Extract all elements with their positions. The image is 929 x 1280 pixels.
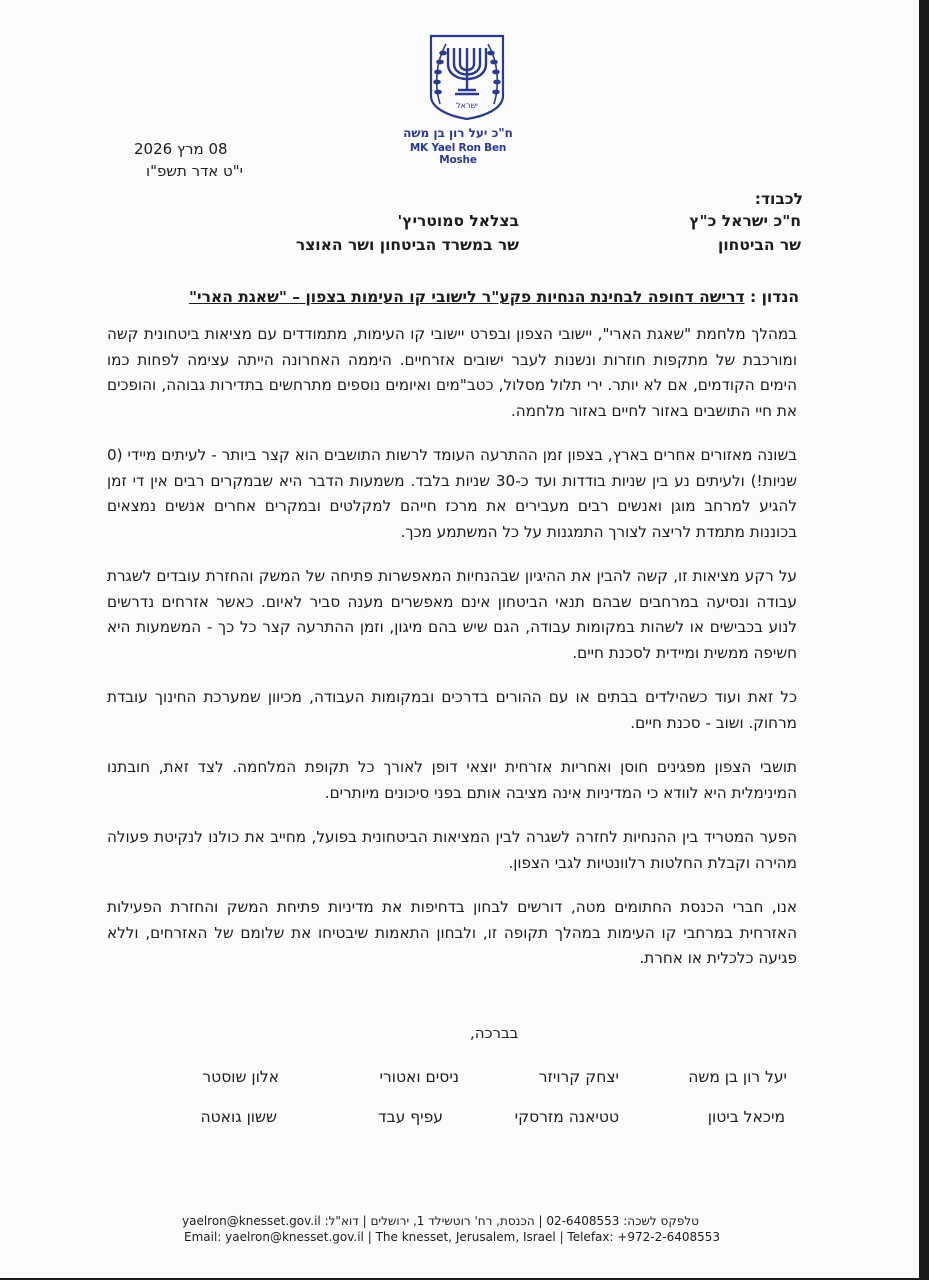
signatory-name: טטיאנה מזרסקי xyxy=(514,1108,619,1126)
body-paragraph: במהלך מלחמת "שאגת הארי", יישובי הצפון ובפרט יישובי קו העימות, מתמודדים עם מציאות ביטחונית קשה ומורכבת של מתקפות חוזרות ונשנות לעבר ישובים אזרחיים. היממה האחרונה הייתה עצימה לפחות כמו הימים הקודמים, אם לא יותר. ירי תלול מסלול, כטב"מים ואיומים נוספים מתרחשים בתדירות גבוהה, והופכים את חיי התושבים באזור לחיים באזור מלחמה. xyxy=(107,325,797,420)
recipient-2-name: בצלאל סמוטריץ' xyxy=(397,212,519,230)
subject-text: דרישה דחופה לבחינת הנחיות פקע"ר לישובי קו העימות בצפון – "שאגת הארי" xyxy=(188,288,745,306)
subject-prefix: הנדון : xyxy=(749,288,799,306)
body-paragraph: כל זאת ועוד כשהילדים בבתים או עם ההורים בדרכים ובמקומות העבודה, מכיוון שמערכת החינוך עובדת מרחוק. ושוב - סכנת חיים. xyxy=(107,688,797,732)
date-gregorian: 08 מרץ 2026 xyxy=(134,140,228,158)
signatory-name: ששון גואטה xyxy=(200,1108,277,1126)
signatory-name: ניסים ואטורי xyxy=(379,1068,459,1086)
body-paragraph: אנו, חברי הכנסת החתומים מטה, דורשים לבחון בדחיפות את מדיניות פתיחת המשק והחזרת הפעילות האזרחית במרחבי קו העימות במהלך תקופה זו, ולבחון התאמות שיבטיחו את שלומם של האזרחים, וללא פגיעה כלכלית או אחרת. xyxy=(107,898,797,967)
recipient-2-title: שר במשרד הביטחון ושר האוצר xyxy=(295,236,519,254)
recipient-1-name: ח"כ ישראל כ"ץ xyxy=(689,212,801,230)
signatory-name: עפיף עבד xyxy=(378,1108,443,1126)
recipient-1-title: שר הביטחון xyxy=(718,236,801,254)
signatory-name: יצחק קרויזר xyxy=(538,1068,619,1086)
mk-name-hebrew: ח"כ יעל רון בן משה xyxy=(403,126,513,140)
body-paragraph: תושבי הצפון מפגינים חוסן ואחריות אזרחית יוצאי דופן לאורך כל תקופת המלחמה. לצד זאת, חובתנו המינימלית היא לוודא כי המדיניות אינה מציבה אותם בפני סיכונים מיותרים. xyxy=(107,758,797,802)
signatory-name: יעל רון בן משה xyxy=(688,1068,787,1086)
subject-line xyxy=(189,288,799,306)
body-paragraph: על רקע מציאות זו, קשה להבין את ההיגיון שבהנחיות המאפשרות פתיחה של המשק והחזרת עובדים לשגרת עבודה ונסיעה במרחבים שבהם תנאי הביטחון אינם מאפשרים מענה סביר לאיום. כאשר אזרחים נדרשים לנוע בכבישים או לשהות במקומות עבודה, הגם שיש בהם מיגון, וזמן ההתרעה קצר כל כך - המשמעות היא חשיפה ממשית ומיידית לסכנת חיים. xyxy=(107,567,797,662)
body-paragraph: בשונה מאזורים אחרים בארץ, בצפון זמן ההתרעה העומד לרשות התושבים הוא קצר ביותר - לעיתים מיידי (0 שניות!) ולעיתים נע בין שניות בודדות ועד כ-30 שניות בלבד. משמעות הדבר היא שבמקרים רבים אין די זמן להגיע למרחב מוגן ואנשים רבים מעבירים את מרכז חייהם למקלטים ובמקרים אחרים אנשים נמצאים בכוננות מתמדת לריצה לצורך התמגנות על כל המשתמע מכך. xyxy=(107,446,797,541)
body-paragraph: הפער המטריד בין ההנחיות לחזרה לשגרה לבין המציאות הביטחונית בפועל, מחייב את כולנו לנקיטת פעולה מהירה וקבלת החלטות רלוונטיות לגבי הצפון. xyxy=(107,828,797,872)
menorah-emblem-icon xyxy=(428,34,506,120)
letter-body xyxy=(107,322,797,991)
recipient-label: לכבוד: xyxy=(754,190,803,208)
footer-english-contact: Email: yaelron@knesset.gov.il | The knesset, Jerusalem, Israel | Telefax: +972-2-6408553 xyxy=(184,1230,721,1244)
date-hebrew: י"ט אדר תשפ"ו xyxy=(146,162,244,180)
knesset-menorah-emblem xyxy=(428,34,506,120)
signatory-name: מיכאל ביטון xyxy=(707,1108,785,1126)
emblem-caption: ישראל xyxy=(456,101,478,110)
closing-greeting: בברכה, xyxy=(470,1024,519,1042)
footer-hebrew-contact: טלפקס לשכה: 02-6408553 | הכנסת, רח' רוטשילד 1, ירושלים | דוא"ל: yaelron@knesset.gov.il xyxy=(182,1214,699,1228)
signatory-name: אלון שוסטר xyxy=(202,1068,279,1086)
mk-name-english: MK Yael Ron Ben Moshe xyxy=(409,142,507,166)
